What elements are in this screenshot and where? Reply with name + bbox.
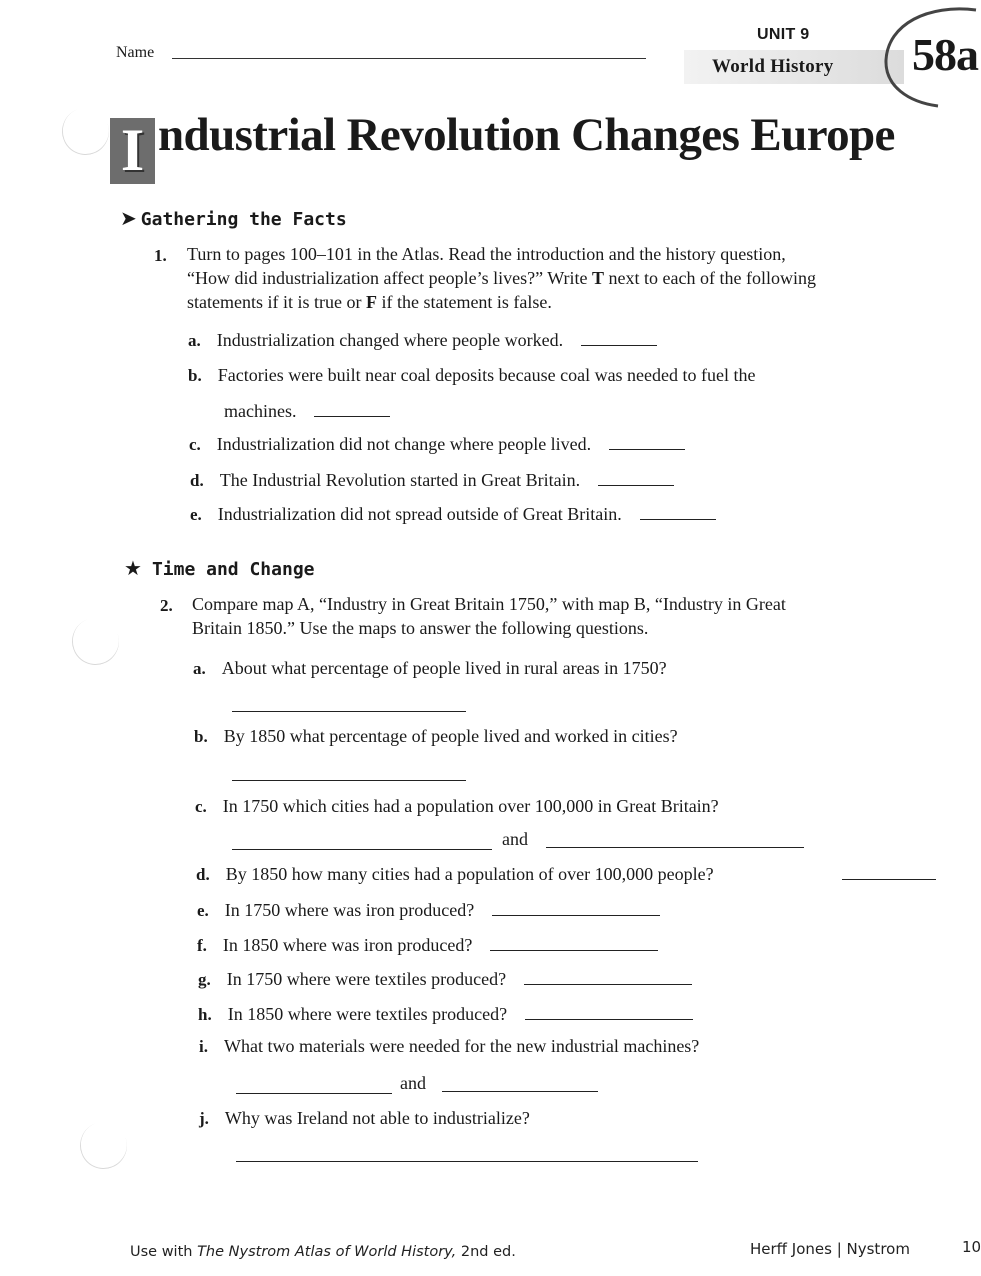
answer-blank[interactable] bbox=[609, 448, 685, 450]
item-text: In 1850 where was iron produced? bbox=[222, 935, 473, 955]
item-letter: i. bbox=[199, 1037, 208, 1056]
list-item bbox=[190, 470, 674, 491]
answer-blank[interactable] bbox=[490, 949, 658, 951]
question-line bbox=[187, 266, 947, 290]
item-letter: e. bbox=[197, 901, 209, 920]
answer-blank[interactable] bbox=[232, 848, 492, 850]
answer-blank[interactable] bbox=[232, 779, 466, 781]
item-text: machines. bbox=[224, 401, 297, 421]
section-heading: Gathering the Facts bbox=[140, 209, 347, 230]
question-line bbox=[187, 290, 947, 314]
list-item bbox=[193, 658, 667, 679]
item-text: The Industrial Revolution started in Great Britain. bbox=[219, 470, 581, 490]
item-letter: b. bbox=[194, 727, 208, 746]
binder-hole-top bbox=[55, 101, 115, 161]
binder-hole-bottom bbox=[73, 1115, 133, 1175]
item-text: By 1850 how many cities had a population of over 100,000 people? bbox=[225, 864, 714, 884]
page-number: 58a bbox=[912, 29, 978, 80]
page-title: ndustrial Revolution Changes Europe bbox=[158, 109, 895, 161]
and-joiner: and bbox=[400, 1073, 426, 1093]
item-text: Industrialization did not spread outside of Great Britain. bbox=[217, 504, 622, 524]
item-letter: g. bbox=[198, 970, 211, 989]
question-2-text bbox=[192, 592, 932, 640]
item-letter: c. bbox=[189, 435, 201, 454]
question-number: 2. bbox=[160, 596, 173, 615]
list-item bbox=[194, 726, 678, 747]
answer-blank[interactable] bbox=[314, 415, 390, 417]
section-heading: Time and Change bbox=[151, 559, 315, 580]
section-gathering-facts bbox=[120, 206, 347, 231]
question-line: Britain 1850.” Use the maps to answer the following questions. bbox=[192, 618, 649, 638]
answer-blank[interactable] bbox=[232, 710, 466, 712]
and-joiner: and bbox=[502, 829, 528, 849]
answer-blank[interactable] bbox=[598, 484, 674, 486]
item-text: Factories were built near coal deposits because coal was needed to fuel the bbox=[217, 365, 756, 385]
answer-blank[interactable] bbox=[236, 1092, 392, 1094]
atlas-title: The Nystrom Atlas of World History, bbox=[197, 1244, 457, 1260]
item-letter: a. bbox=[188, 331, 201, 350]
list-item bbox=[197, 935, 658, 956]
question-line: Turn to pages 100–101 in the Atlas. Read the introduction and the history question, bbox=[187, 244, 786, 264]
section-time-and-change bbox=[124, 556, 315, 581]
list-item bbox=[188, 365, 756, 386]
item-text: By 1850 what percentage of people lived and worked in cities? bbox=[223, 726, 678, 746]
item-text: In 1750 where were textiles produced? bbox=[226, 969, 507, 989]
answer-blank[interactable] bbox=[640, 518, 716, 520]
item-text: Industrialization changed where people worked. bbox=[216, 330, 564, 350]
list-item bbox=[190, 504, 716, 525]
question-fragment: “How did industrialization affect people’s lives?” Write bbox=[187, 268, 588, 288]
item-text: What two materials were needed for the new industrial machines? bbox=[223, 1036, 700, 1056]
item-letter: d. bbox=[190, 471, 204, 490]
footer-note bbox=[130, 1244, 516, 1260]
item-letter: c. bbox=[195, 797, 207, 816]
question-fragment: if the statement is false. bbox=[381, 292, 552, 312]
item-text: Why was Ireland not able to industrialize? bbox=[224, 1108, 530, 1128]
answer-blank[interactable] bbox=[442, 1090, 598, 1092]
arrow-icon: ➤ bbox=[120, 208, 137, 230]
list-item bbox=[189, 434, 685, 455]
answer-blank[interactable] bbox=[581, 344, 657, 346]
item-letter: b. bbox=[188, 366, 202, 385]
list-item bbox=[195, 796, 719, 817]
item-text: In 1850 where were textiles produced? bbox=[227, 1004, 508, 1024]
item-text: In 1750 which cities had a population over 100,000 in Great Britain? bbox=[222, 796, 719, 816]
name-label: Name bbox=[116, 44, 155, 61]
footer-text: 2nd ed. bbox=[460, 1244, 516, 1260]
footer-page-number: 10 bbox=[962, 1238, 981, 1256]
answer-blank[interactable] bbox=[525, 1018, 693, 1020]
item-text: In 1750 where was iron produced? bbox=[224, 900, 475, 920]
unit-subject: World History bbox=[712, 56, 834, 77]
unit-number: UNIT 9 bbox=[757, 26, 810, 43]
answer-blank[interactable] bbox=[492, 914, 660, 916]
list-item bbox=[198, 969, 692, 990]
answer-blank[interactable] bbox=[842, 878, 936, 880]
list-item bbox=[188, 330, 657, 351]
binder-hole-middle bbox=[65, 611, 125, 671]
item-letter: d. bbox=[196, 865, 210, 884]
question-1-text bbox=[187, 242, 947, 314]
list-item bbox=[196, 864, 714, 885]
name-field[interactable] bbox=[172, 58, 646, 59]
list-item bbox=[198, 1004, 693, 1025]
question-fragment: statements if it is true or bbox=[187, 292, 362, 312]
list-item bbox=[199, 1036, 699, 1057]
publisher: Herff Jones | Nystrom bbox=[750, 1240, 910, 1258]
item-text: About what percentage of people lived in rural areas in 1750? bbox=[221, 658, 667, 678]
footer-text: Use with bbox=[130, 1244, 193, 1260]
question-line: Compare map A, “Industry in Great Britain 1750,” with map B, “Industry in Great bbox=[192, 594, 786, 614]
question-fragment: next to each of the following bbox=[608, 268, 816, 288]
answer-blank[interactable] bbox=[524, 983, 692, 985]
list-item bbox=[197, 900, 660, 921]
answer-blank[interactable] bbox=[546, 846, 804, 848]
item-letter: e. bbox=[190, 505, 202, 524]
item-letter: j. bbox=[199, 1109, 209, 1128]
item-letter: h. bbox=[198, 1005, 212, 1024]
item-letter: f. bbox=[197, 936, 207, 955]
answer-blank[interactable] bbox=[236, 1160, 698, 1162]
false-marker: F bbox=[365, 292, 377, 312]
question-number: 1. bbox=[154, 246, 167, 265]
list-item bbox=[199, 1108, 530, 1129]
list-item-continuation bbox=[224, 401, 390, 422]
title-initial: I bbox=[120, 117, 145, 183]
true-marker: T bbox=[591, 268, 604, 288]
item-letter: a. bbox=[193, 659, 206, 678]
item-text: Industrialization did not change where people lived. bbox=[216, 434, 592, 454]
star-icon: ★ bbox=[124, 558, 142, 580]
